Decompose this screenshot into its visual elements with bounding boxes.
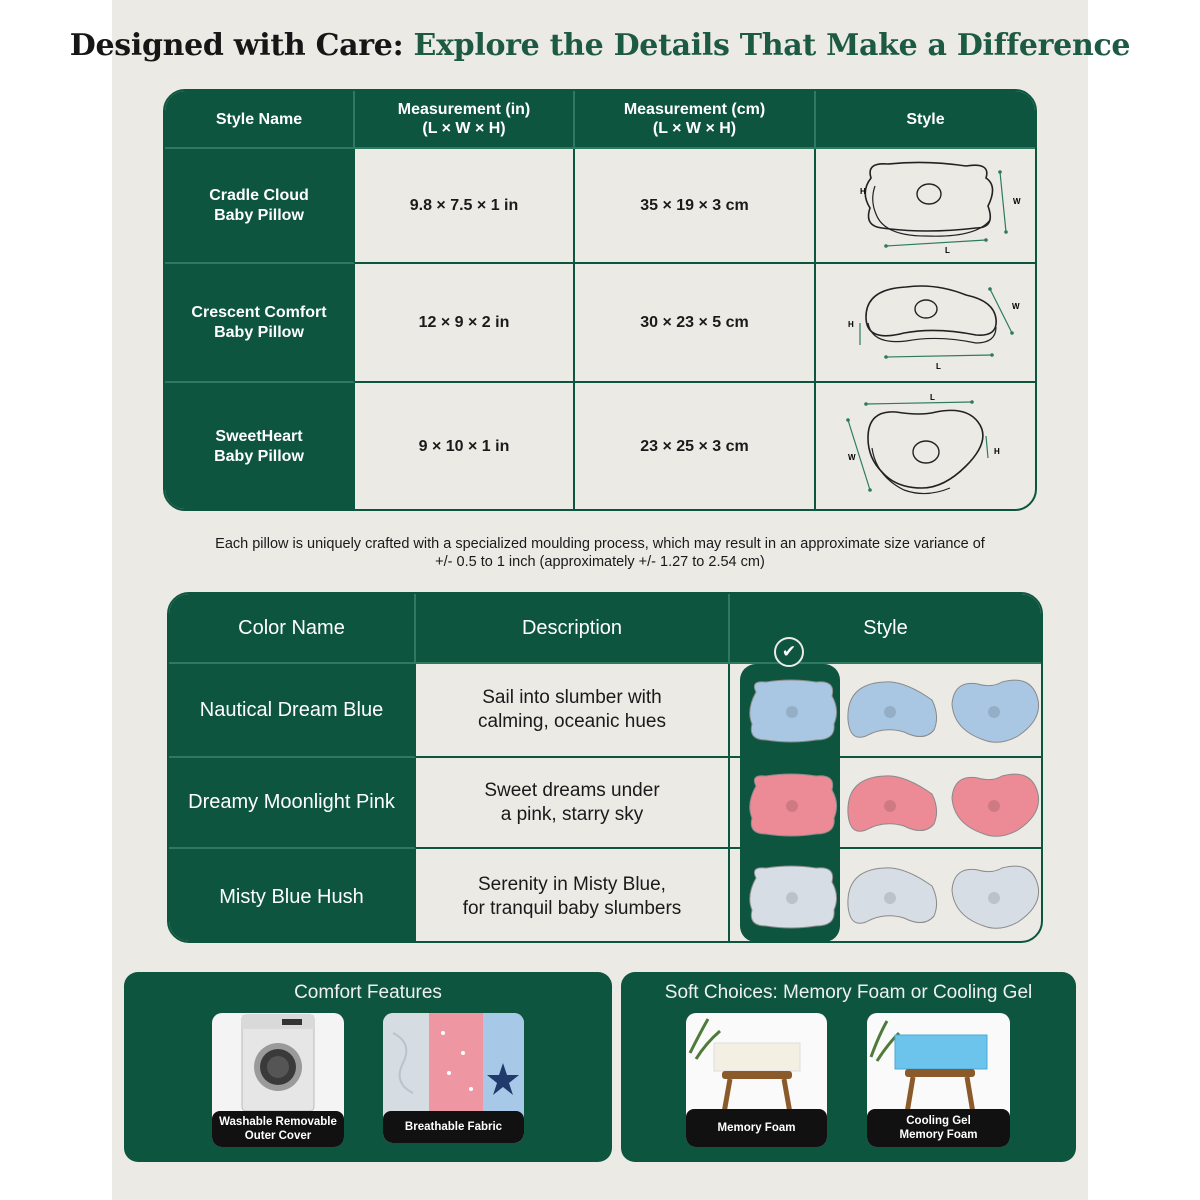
color-name-cell: Dreamy Moonlight Pink — [169, 758, 416, 849]
pillow-head-dip — [988, 892, 1000, 904]
dim-label-w: W — [1012, 196, 1021, 206]
washable-cover-tile — [212, 1013, 344, 1147]
header-style-name: Style Name — [165, 91, 355, 149]
cooling-gel-tile — [867, 1013, 1010, 1147]
comfort-features-title: Comfort Features — [294, 982, 442, 1003]
desc-line1: Sweet dreams under — [484, 779, 660, 801]
header-meas-cm-line2: (L × W × H) — [652, 120, 737, 137]
style-diagram-cell — [816, 149, 1035, 264]
pillow-head-dip — [786, 892, 798, 904]
caption-line2: Outer Cover — [244, 1130, 312, 1142]
table-row — [165, 149, 1035, 264]
header-meas-cm-line1: Measurement (cm) — [623, 101, 766, 118]
sweetheart-diagram — [826, 392, 1026, 502]
memory-foam-tile — [686, 1013, 827, 1147]
desc-line2: for tranquil baby slumbers — [462, 898, 682, 919]
measurement-cm-cell: 35 × 19 × 3 cm — [575, 149, 816, 264]
comfort-features-card — [124, 972, 612, 1162]
title-part-1: Designed with Care: — [69, 28, 414, 63]
style-name-line1: Crescent Comfort — [191, 303, 327, 321]
pillow-head-dip — [884, 706, 896, 718]
pillow-head-dip — [884, 892, 896, 904]
note-line-1: Each pillow is uniquely crafted with a specialized moulding process, which may result in an approximate size variance of — [215, 536, 985, 552]
desc-line1: Sail into slumber with — [482, 687, 662, 708]
pillow-head-dip — [988, 706, 1000, 718]
note-line-2: +/- 0.5 to 1 inch (approximately +/- 1.27 to 2.54 cm) — [435, 554, 765, 570]
color-table-header — [169, 594, 1041, 664]
dim-label-l: L — [944, 245, 950, 255]
dim-label-l: L — [929, 393, 935, 402]
cooling-gel-caption — [867, 1109, 1010, 1147]
pillow-head-dip — [884, 800, 896, 812]
description-cell — [416, 664, 730, 758]
measurement-cm-cell: 30 × 23 × 5 cm — [575, 264, 816, 383]
checkmark-icon: ✔ — [774, 637, 804, 667]
size-variance-note — [0, 535, 1200, 571]
header-meas-in-line1: Measurement (in) — [397, 101, 531, 118]
style-diagram-cell — [816, 264, 1035, 383]
header-measurement-cm — [575, 91, 816, 149]
header-style: Style — [816, 91, 1035, 149]
size-table — [163, 89, 1037, 511]
measurement-in-cell: 9 × 10 × 1 in — [355, 383, 575, 511]
style-name-cell — [165, 383, 355, 511]
pillow-head-dip — [786, 706, 798, 718]
header-meas-in-line2: (L × W × H) — [422, 120, 506, 137]
table-row — [165, 264, 1035, 383]
color-name-cell: Nautical Dream Blue — [169, 664, 416, 758]
header-measurement-in — [355, 91, 575, 149]
size-table-header — [165, 91, 1035, 149]
description-cell — [416, 758, 730, 849]
dim-label-w: W — [1011, 301, 1020, 311]
style-name-cell — [165, 264, 355, 383]
table-row — [165, 383, 1035, 511]
style-name-line2: Baby Pillow — [214, 323, 304, 341]
header-style: Style — [730, 594, 1041, 664]
pillow-head-dip — [988, 800, 1000, 812]
color-name-cell: Misty Blue Hush — [169, 849, 416, 943]
dim-label-w: W — [847, 453, 856, 462]
style-name-line1: SweetHeart — [215, 428, 303, 445]
caption-line1: Memory Foam — [717, 1122, 796, 1134]
measurement-in-cell: 9.8 × 7.5 × 1 in — [355, 149, 575, 264]
style-name-line2: Baby Pillow — [214, 206, 304, 224]
page-title — [0, 28, 1200, 63]
caption-line2: Memory Foam — [899, 1129, 978, 1141]
cradle-cloud-diagram — [826, 156, 1026, 256]
soft-choices-title: Soft Choices: Memory Foam or Cooling Gel — [664, 982, 1033, 1003]
crescent-comfort-diagram — [826, 273, 1026, 373]
measurement-cm-cell: 23 × 25 × 3 cm — [575, 383, 816, 511]
washable-caption — [212, 1111, 344, 1147]
title-part-2: Explore the Details That Make a Difference — [413, 28, 1131, 63]
desc-line2: calming, oceanic hues — [478, 711, 666, 732]
desc-line1: Serenity in Misty Blue, — [478, 874, 666, 895]
caption-line1: Breathable Fabric — [404, 1121, 503, 1133]
breathable-fabric-tile — [383, 1013, 524, 1143]
style-diagram-cell — [816, 383, 1035, 511]
caption-line1: Cooling Gel — [906, 1115, 971, 1127]
caption-line1: Washable Removable — [219, 1116, 337, 1128]
dim-label-h: H — [993, 447, 1000, 456]
pillow-swatches[interactable] — [740, 664, 1042, 942]
header-color-name: Color Name — [169, 594, 416, 664]
dim-label-h: H — [847, 319, 854, 329]
style-name-cell — [165, 149, 355, 264]
memory-foam-caption — [686, 1109, 827, 1147]
breathable-caption — [383, 1111, 524, 1143]
style-name-line2: Baby Pillow — [214, 448, 304, 465]
measurement-in-cell: 12 × 9 × 2 in — [355, 264, 575, 383]
dim-label-l: L — [935, 361, 941, 371]
pillow-head-dip — [786, 800, 798, 812]
style-name-line1: Cradle Cloud — [209, 186, 309, 204]
dim-label-h: H — [859, 186, 866, 196]
header-description: Description — [416, 594, 730, 664]
description-cell — [416, 849, 730, 943]
desc-line2: a pink, starry sky — [500, 803, 644, 825]
